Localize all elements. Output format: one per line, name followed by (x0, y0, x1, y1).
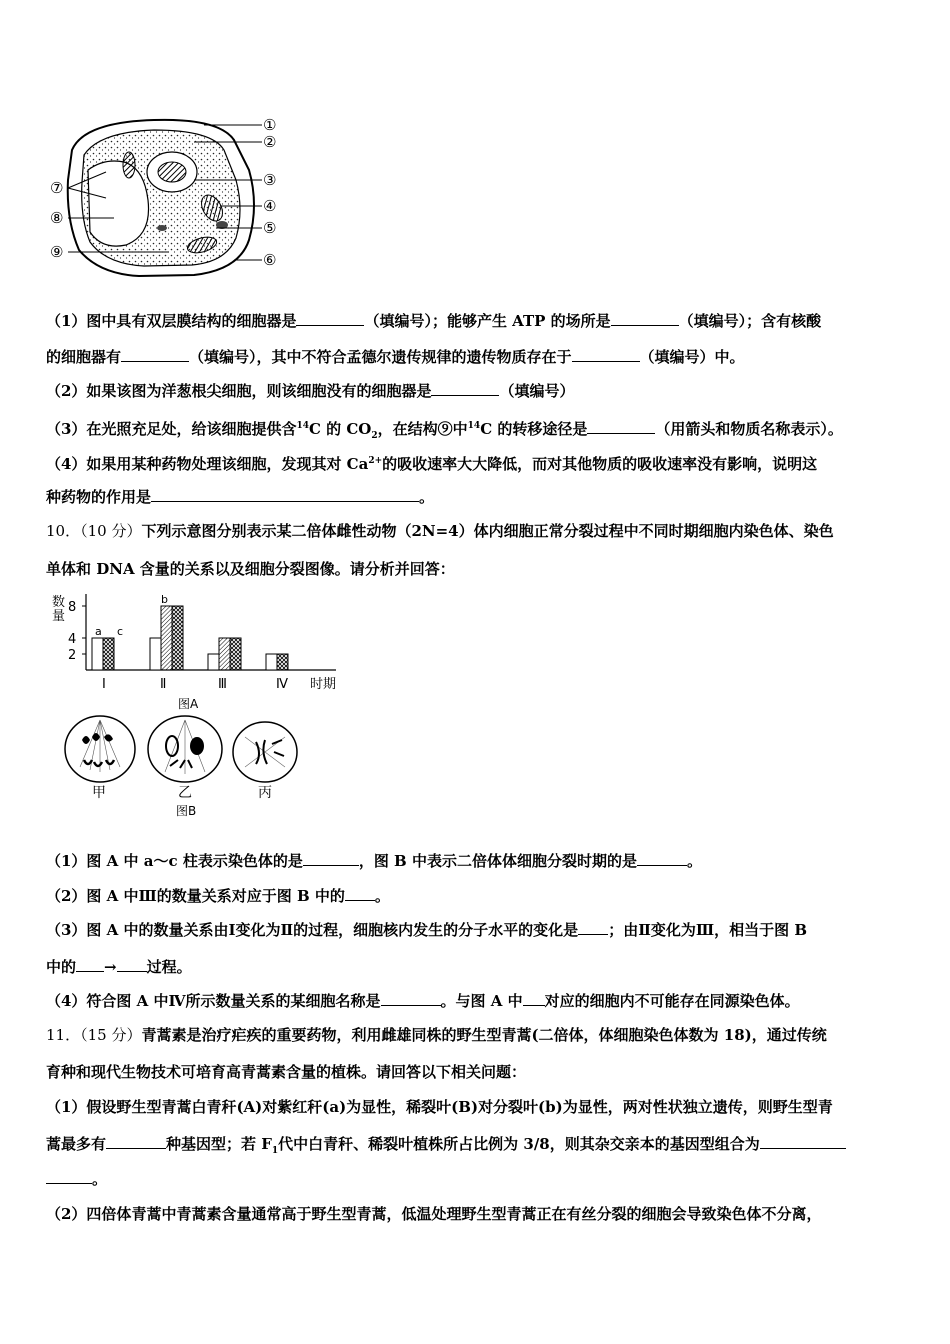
bar-label-a: a (95, 625, 102, 638)
answer-blank[interactable] (572, 346, 640, 362)
cell-label-2: ② (263, 133, 277, 151)
figure-b-caption: 图B (176, 804, 197, 818)
figure-a-bar-chart (44, 592, 354, 712)
y-tick-label: 4 (68, 632, 77, 647)
answer-blank[interactable] (121, 346, 189, 362)
cell-label-3: ③ (263, 171, 277, 189)
q10-part2: （2）图 A 中Ⅲ的数量关系对应于图 B 中的 。 (46, 887, 390, 905)
figure-b-label-jia: 甲 (92, 785, 106, 801)
x-tick-label: Ⅰ (102, 677, 106, 692)
answer-blank[interactable] (611, 310, 679, 326)
q9-part2: （2）如果该图为洋葱根尖细胞，则该细胞没有的细胞器是 （填编号） (46, 382, 575, 400)
answer-blank[interactable] (296, 310, 364, 326)
bar-c-2 (172, 606, 183, 670)
y-axis-label: 量 (52, 609, 66, 624)
cell-label-1: ① (263, 116, 277, 134)
cell-label-6: ⑥ (263, 251, 277, 269)
bar-label-c: c (117, 625, 124, 638)
y-axis-label: 数 (52, 595, 66, 610)
cell-label-5: ⑤ (263, 219, 277, 237)
q11-part1-line2: 蒿最多有 种基因型；若 $F_1$代中白青秆、稀裂叶植株所占比例为 3/8，则其杂交亲本的基因型组合为 (46, 1133, 910, 1162)
bar-c-3 (230, 638, 241, 670)
bar-c-1 (103, 638, 114, 670)
answer-blank[interactable] (587, 418, 655, 434)
q10-stem-line1: 10．（10 分）下列示意图分别表示某二倍体雌性动物（2N=4）体内细胞正常分裂过程中不同时期细胞内染色体、染色 (46, 522, 834, 540)
answer-blank[interactable] (303, 850, 359, 866)
q10-part3-line1: （3）图 A 中的数量关系由Ⅰ变化为Ⅱ的过程，细胞核内发生的分子水平的变化是 ；由Ⅱ变化为Ⅲ，相当于图 B (46, 921, 807, 939)
answer-blank[interactable] (431, 380, 499, 396)
answer-blank[interactable] (345, 885, 375, 901)
q11-stem-line2: 育种和现代生物技术可培育高青蒿素含量的植株。请回答以下相关问题： (46, 1063, 527, 1081)
q11-stem-line1: 11．（15 分）青蒿素是治疗疟疾的重要药物，利用雌雄同株的野生型青蒿(二倍体，体细胞染色体数为 18)，通过传统 (46, 1026, 827, 1044)
chart-title: 图A (178, 697, 199, 711)
answer-blank[interactable] (76, 956, 104, 972)
q10-stem-line2: 单体和 DNA 含量的关系以及细胞分裂图像。请分析并回答： (46, 560, 455, 578)
q10-part1: （1）图 A 中 a～c 柱表示染色体的是 ，图 B 中表示二倍体体细胞分裂时期的是 。 (46, 852, 702, 870)
q9-part1-line2: 的细胞器有 （填编号），其中不符合孟德尔遗传规律的遗传物质存在于 （填编号）中。 (46, 348, 745, 366)
figure-b-cell-images (60, 712, 310, 822)
x-tick-label: Ⅱ (160, 677, 167, 692)
answer-blank[interactable] (760, 1133, 846, 1149)
arrow-icon: → (104, 958, 117, 976)
bar-b-3 (219, 638, 230, 670)
q9-part1-line1: （1）图中具有双层膜结构的细胞器是 （填编号）；能够产生 ATP 的场所是 （填编号）；含有核酸 (46, 312, 822, 330)
bar-a-2 (150, 638, 161, 670)
bar-label-b: b (161, 593, 168, 606)
answer-blank[interactable] (117, 956, 147, 972)
bar-a-4 (266, 654, 277, 670)
answer-blank[interactable] (578, 919, 608, 935)
q10-part3-line2: 中的 → 过程。 (46, 958, 192, 976)
q9-part3: （3）在光照充足处，给该细胞提供含$^{14}$C 的 $CO_2$，在结构⑨中$^{14}$C 的转移途径是 （用箭头和物质名称表示）。 (46, 420, 843, 441)
bar-a-1 (92, 638, 103, 670)
x-tick-label: Ⅲ (218, 677, 227, 692)
answer-blank[interactable] (637, 850, 687, 866)
y-tick-label: 8 (68, 600, 77, 615)
q11-part1-line1: （1）假设野生型青蒿白青秆(A)对紫红秆(a)为显性，稀裂叶(B)对分裂叶(b)为显性，两对性状独立遗传，则野生型青 (46, 1098, 833, 1116)
answer-blank[interactable] (151, 486, 419, 502)
cell-label-9: ⑨ (50, 243, 64, 261)
x-tick-label: Ⅳ (276, 677, 288, 692)
figure-b-label-bing: 丙 (258, 785, 272, 801)
y-tick-label: 2 (68, 648, 77, 663)
cell-label-4: ④ (263, 197, 277, 215)
q10-part4: （4）符合图 A 中Ⅳ所示数量关系的某细胞名称是 。与图 A 中 对应的细胞内不可能存在同源染色体。 (46, 992, 800, 1010)
answer-blank[interactable] (46, 1168, 92, 1184)
answer-blank[interactable] (523, 990, 545, 1006)
plant-cell-diagram (44, 110, 294, 285)
bar-a-3 (208, 654, 219, 670)
answer-blank[interactable] (106, 1133, 166, 1149)
cell-label-7: ⑦ (50, 179, 64, 197)
bar-b-2 (161, 606, 172, 670)
x-axis-label: 时期 (310, 677, 337, 692)
cell-label-8: ⑧ (50, 209, 64, 227)
figure-b-label-yi: 乙 (178, 785, 192, 801)
q9-part4-line1: （4）如果用某种药物处理该细胞，发现其对 $Ca^{2+}$的吸收速率大大降低，而对其他物质的吸收速率没有影响，说明这 (46, 455, 818, 473)
answer-blank[interactable] (381, 990, 441, 1006)
bar-c-4 (277, 654, 288, 670)
q9-part4-line2: 种药物的作用是 。 (46, 488, 435, 506)
q11-part2-line1: （2）四倍体青蒿中青蒿素含量通常高于野生型青蒿，低温处理野生型青蒿正在有丝分裂的细胞会导致染色体不分离， (46, 1205, 822, 1223)
q11-part1-line3: 。 (46, 1168, 910, 1190)
